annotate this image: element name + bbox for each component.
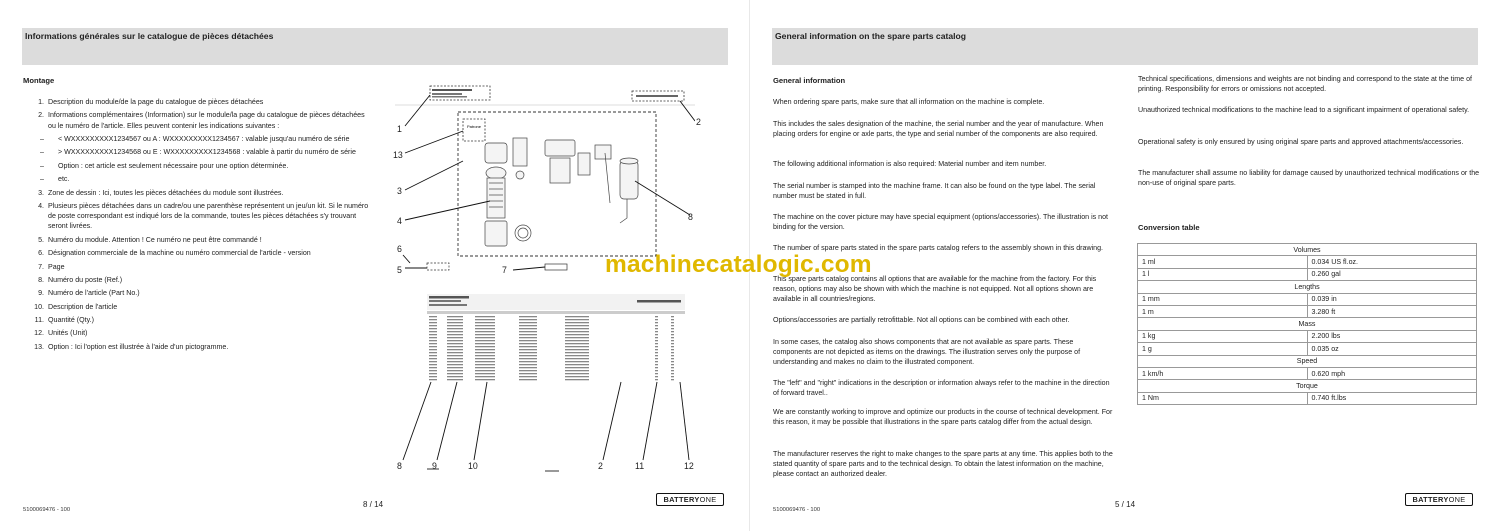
- unit-cell: 1 km/h: [1138, 367, 1308, 379]
- paragraph: Technical specifications, dimensions and weights are not binding and correspond to the state at the time of printing. Responsibility for errors or omissions not accepted.: [1138, 75, 1472, 93]
- table-row: [1138, 330, 1477, 342]
- group-label: Torque: [1138, 380, 1477, 392]
- numbered-list: [30, 97, 370, 355]
- list-item-number: –: [40, 175, 44, 184]
- list-item-number: 10.: [34, 302, 44, 311]
- unit-cell: 1 g: [1138, 343, 1308, 355]
- table-group-row: [1138, 281, 1477, 293]
- list-item-text: Zone de dessin : Ici, toutes les pièces détachées du module sont illustrées.: [48, 188, 284, 197]
- table-row: [1138, 268, 1477, 280]
- list-item-number: 2.: [38, 111, 44, 120]
- list-item-text: Quantité (Qty.): [48, 316, 94, 325]
- list-item-number: –: [40, 161, 44, 170]
- list-item: [30, 328, 370, 338]
- callout-4: 4: [397, 216, 402, 226]
- table-callout: 12: [684, 461, 694, 471]
- callout-3: 3: [397, 186, 402, 196]
- table-row: [1138, 293, 1477, 305]
- doc-number: 5100069476 - 100: [23, 507, 71, 513]
- list-item: [30, 188, 370, 198]
- converted-cell: 2.200 lbs: [1307, 330, 1477, 342]
- paragraph: The manufacturer shall assume no liability for damage caused by unauthorized technical modifications or the non-use of original spare parts.: [1138, 169, 1480, 187]
- paragraph: Unauthorized technical modifications to the machine lead to a significant impairment of operational safety.: [1138, 106, 1470, 114]
- list-item-text: Description de l'article: [48, 302, 118, 311]
- parts-list-thumbnail: [395, 292, 695, 482]
- list-item-number: 13.: [34, 342, 44, 351]
- paragraph: We are constantly working to improve and optimize our products in the course of technical development. For this reason, it may be possible that illustrations in the spare parts catalog differ from the actual design.: [773, 408, 1113, 426]
- list-item-number: 6.: [38, 249, 44, 258]
- list-item-number: 5.: [38, 235, 44, 244]
- list-item-number: 12.: [34, 329, 44, 338]
- list-item-number: 3.: [38, 188, 44, 197]
- list-item: [30, 147, 370, 157]
- list-item-text: Unités (Unit): [48, 329, 88, 338]
- list-item-text: Page: [48, 262, 65, 271]
- paragraph: The manufacturer reserves the right to make changes to the spare parts at any time. This applies both to the stated quantity of spare parts and to the technical design. To obtain the latest information on the machine, please contact an authorized dealer.: [773, 450, 1113, 478]
- list-item-text: Description du module/de la page du catalogue de pièces détachées: [48, 98, 264, 106]
- converted-cell: 3.280 ft: [1307, 305, 1477, 317]
- logo-part-b: ONE: [699, 495, 717, 504]
- paragraph: This includes the sales designation of the machine, the serial number and the year of manufacture. When placing orders for engine or axle parts, the type and serial number of the components are also required.: [773, 120, 1104, 138]
- list-item: [30, 315, 370, 325]
- table-row: [1138, 343, 1477, 355]
- table-callout: 9: [432, 461, 437, 471]
- list-item: [30, 262, 370, 272]
- converted-cell: 0.260 gal: [1307, 268, 1477, 280]
- conversion-table: [1137, 243, 1477, 405]
- paragraph: The "left" and "right" indications in the description or information always refer to the machine in the direction of forward travel..: [773, 379, 1110, 397]
- table-callout: 2: [598, 461, 603, 471]
- page-header: [772, 28, 1478, 65]
- list-item-number: 9.: [38, 289, 44, 298]
- converted-cell: 0.034 US fl.oz.: [1307, 256, 1477, 268]
- callout-6: 6: [397, 244, 402, 254]
- group-label: Mass: [1138, 318, 1477, 330]
- unit-cell: 1 ml: [1138, 256, 1308, 268]
- list-item: [30, 288, 370, 298]
- converted-cell: 0.740 ft.lbs: [1307, 392, 1477, 404]
- group-label: Volumes: [1138, 244, 1477, 256]
- list-item-text: Option : Ici l'option est illustrée à l'aide d'un pictogramme.: [48, 342, 229, 351]
- callout-2: 2: [696, 117, 701, 127]
- section-title: General information: [773, 76, 846, 85]
- header-title: Informations générales sur le catalogue de pièces détachées: [25, 31, 274, 41]
- callout-5: 5: [397, 265, 402, 275]
- table-group-row: [1138, 355, 1477, 367]
- page-header: [22, 28, 728, 65]
- callout-1: 1: [397, 124, 402, 134]
- unit-cell: 1 m: [1138, 305, 1308, 317]
- conversion-title: Conversion table: [1138, 223, 1200, 232]
- table-row: [1138, 392, 1477, 404]
- battery-one-logo: [656, 493, 724, 506]
- list-item: [30, 110, 370, 130]
- list-item-text: < WXXXXXXXXX1234567 ou A : WXXXXXXXXX1234567 : valable jusqu'au numéro de série: [58, 134, 350, 143]
- list-item-number: –: [40, 148, 44, 157]
- list-item: [30, 248, 370, 258]
- section-title: Montage: [23, 76, 55, 85]
- doc-number: 5100069476 - 100: [773, 507, 821, 513]
- list-item: [30, 342, 370, 352]
- watermark: machinecatalogic.com: [605, 251, 872, 278]
- paragraph: The machine on the cover picture may have special equipment (options/accessories). The illustration is not binding for the version.: [773, 213, 1109, 231]
- page-number: 8 / 14: [363, 500, 384, 509]
- group-label: Lengths: [1138, 281, 1477, 293]
- table-row: [1138, 367, 1477, 379]
- list-item-text: Désignation commerciale de la machine ou numéro commercial de l'article - version: [48, 249, 311, 258]
- list-item-text: > WXXXXXXXXX1234568 ou E : WXXXXXXXXX1234568 : valable à partir du numéro de série: [58, 148, 356, 157]
- paragraph: This spare parts catalog contains all options that are available for the machine from the factory. For this reason, options may also be shown with which the machine is not equipped. Not all options shown are available in all countries/regions.: [773, 275, 1097, 303]
- list-item-text: Numéro du poste (Ref.): [48, 275, 123, 284]
- table-group-row: [1138, 318, 1477, 330]
- table-callout: 8: [397, 461, 402, 471]
- unit-cell: 1 l: [1138, 268, 1308, 280]
- table-callout: 11: [635, 461, 645, 471]
- logo-part-a: BATTERY: [663, 495, 700, 504]
- list-item-text: Plusieurs pièces détachées dans un cadre/ou une parenthèse représentent un jeu/un kit. Si le numéro de poste correspondant est indiqué lors de la commande, toutes les pièces détachées s'y trouvant seront livrées.: [48, 201, 369, 231]
- svg-text:Patrone: Patrone: [467, 124, 482, 129]
- battery-one-logo: [1405, 493, 1473, 506]
- table-row: [1138, 256, 1477, 268]
- paragraph: In some cases, the catalog also shows components that are not available as spare parts. These components are not depicted as items on the drawings. The illustration serves only the purpose of understanding and makes no claim to the illustrated component.: [773, 338, 1081, 366]
- list-item-number: 7.: [38, 262, 44, 271]
- table-callout: 10: [468, 461, 478, 471]
- list-item-text: Option : cet article est seulement nécessaire pour une option déterminée.: [58, 161, 289, 170]
- page-number: 5 / 14: [1115, 500, 1136, 509]
- list-item: [30, 134, 370, 144]
- logo-part-b: ONE: [1448, 495, 1466, 504]
- list-item-number: 1.: [38, 98, 44, 106]
- unit-cell: 1 Nm: [1138, 392, 1308, 404]
- paragraph: When ordering spare parts, make sure that all information on the machine is complete.: [773, 98, 1045, 106]
- list-item: [30, 302, 370, 312]
- list-item: [30, 161, 370, 171]
- paragraph: The serial number is stamped into the machine frame. It can also be found on the type label. The serial number must be stated in full.: [773, 182, 1096, 200]
- converted-cell: 0.039 in: [1307, 293, 1477, 305]
- unit-cell: 1 kg: [1138, 330, 1308, 342]
- list-item: [30, 97, 370, 107]
- list-item-text: Informations complémentaires (Information) sur le module/la page du catalogue de pièces détachées ou le numéro de l'article. Elles peuvent contenir les indications suivantes :: [48, 111, 365, 130]
- converted-cell: 0.035 oz: [1307, 343, 1477, 355]
- converted-cell: 0.620 mph: [1307, 367, 1477, 379]
- list-item-text: etc.: [58, 175, 70, 184]
- table-group-row: [1138, 380, 1477, 392]
- callout-7: 7: [502, 265, 507, 275]
- paragraph: Options/accessories are partially retrofittable. Not all options can be combined with each other.: [773, 316, 1070, 324]
- header-title: General information on the spare parts catalog: [775, 31, 967, 41]
- list-item-number: 4.: [38, 201, 44, 210]
- logo-part-a: BATTERY: [1412, 495, 1449, 504]
- list-item-text: Numéro de l'article (Part No.): [48, 289, 140, 298]
- unit-cell: 1 mm: [1138, 293, 1308, 305]
- list-item: [30, 275, 370, 285]
- paragraph: The following additional information is also required: Material number and item number.: [773, 160, 1047, 168]
- list-item: [30, 174, 370, 184]
- list-item: [30, 201, 370, 232]
- list-item-number: 8.: [38, 275, 44, 284]
- table-row: [1138, 305, 1477, 317]
- callout-13: 13: [393, 150, 403, 160]
- list-item-text: Numéro du module. Attention ! Ce numéro ne peut être commandé !: [48, 235, 262, 244]
- table-group-row: [1138, 244, 1477, 256]
- callout-8: 8: [688, 212, 693, 222]
- paragraph: The number of spare parts stated in the spare parts catalog refers to the assembly shown in this drawing.: [773, 244, 1104, 252]
- list-item-number: –: [40, 134, 44, 143]
- paragraph: Operational safety is only ensured by using original spare parts and approved attachments/accessories.: [1138, 138, 1464, 146]
- list-item: [30, 235, 370, 245]
- list-item-number: 11.: [34, 316, 44, 325]
- group-label: Speed: [1138, 355, 1477, 367]
